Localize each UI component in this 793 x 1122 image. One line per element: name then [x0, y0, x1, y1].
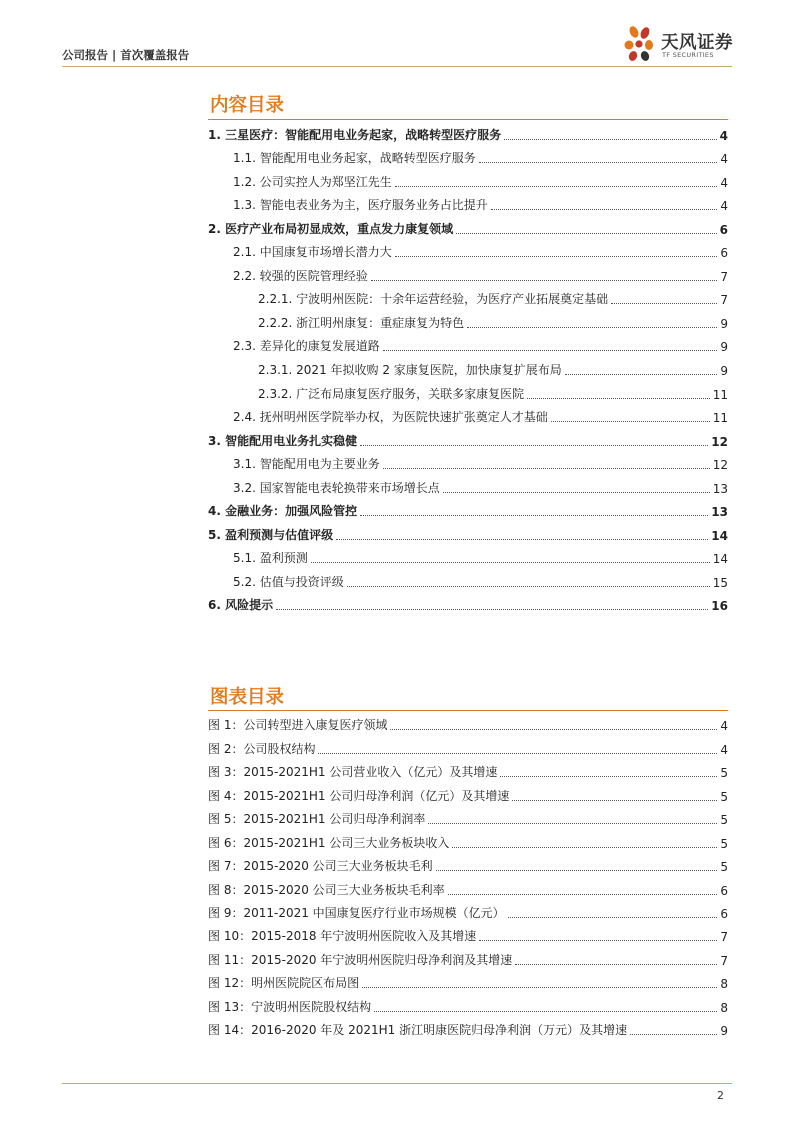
dot-leader	[362, 987, 717, 988]
toc-entry[interactable]	[208, 239, 728, 263]
toc-title: 内容目录	[210, 95, 285, 116]
toc-entry[interactable]	[208, 404, 728, 428]
dot-leader	[508, 917, 718, 918]
dot-leader	[479, 162, 718, 163]
dot-leader	[395, 186, 718, 187]
figure-entry-title: 图 13：宁波明州医院股权结构	[208, 999, 372, 1014]
toc-entry[interactable]	[208, 498, 728, 522]
toc-entry[interactable]	[208, 145, 728, 169]
figure-entry[interactable]	[208, 782, 728, 805]
figure-entry[interactable]	[208, 829, 728, 852]
logo-text-cn: 天风证券	[661, 33, 733, 53]
toc-entry-page: 13	[712, 481, 728, 496]
toc-entry-title: 1.2. 公司实控人为郑坚江先生	[233, 174, 392, 189]
toc-entry-title: 2.4. 抚州明州医学院举办权，为医院快速扩张奠定人才基础	[233, 410, 548, 425]
dot-leader	[512, 800, 717, 801]
dot-leader	[383, 468, 710, 469]
dot-leader	[395, 256, 718, 257]
figure-entry-page: 5	[720, 836, 728, 851]
toc-entry[interactable]	[208, 262, 728, 286]
figure-entry-page: 8	[720, 977, 728, 992]
dot-leader	[611, 303, 717, 304]
toc-entry-title: 2. 医疗产业布局初显成效，重点发力康复领域	[208, 221, 454, 236]
toc-entry[interactable]	[208, 451, 728, 475]
toc-entry-page: 12	[711, 434, 728, 449]
toc-entry-page: 15	[712, 575, 728, 590]
figure-entry-page: 7	[720, 930, 728, 945]
toc-entry[interactable]	[208, 474, 728, 498]
dot-leader	[371, 280, 718, 281]
dot-leader	[311, 562, 710, 563]
toc-entry[interactable]	[208, 380, 728, 404]
footer-divider	[62, 1083, 732, 1084]
toc-entry[interactable]	[208, 168, 728, 192]
dot-leader	[448, 894, 718, 895]
figure-entry[interactable]	[208, 993, 728, 1016]
dot-leader	[456, 233, 717, 234]
figure-entry-page: 7	[720, 953, 728, 968]
toc-entry-title: 5.2. 估值与投资评级	[233, 574, 344, 589]
toc-entry-title: 1. 三星医疗：智能配用电业务起家，战略转型医疗服务	[208, 127, 502, 142]
toc-entry-page: 14	[711, 528, 728, 543]
toc-entry-page: 14	[712, 552, 728, 567]
figures-title-underline	[208, 710, 728, 711]
dot-leader	[360, 515, 708, 516]
toc-entry[interactable]	[208, 286, 728, 310]
toc-entry-title: 2.3. 差异化的康复发展道路	[233, 339, 380, 354]
toc-entry-page: 4	[720, 152, 728, 167]
dot-leader	[336, 539, 708, 540]
figure-entry-page: 8	[720, 1000, 728, 1015]
toc-entry[interactable]	[208, 427, 728, 451]
toc-entry-title: 2.3.2. 广泛布局康复医疗服务，关联多家康复医院	[258, 386, 525, 401]
toc-entry-page: 7	[720, 269, 728, 284]
figure-entry-page: 6	[720, 883, 728, 898]
toc-entry-page: 11	[712, 387, 728, 402]
dot-leader	[443, 492, 710, 493]
figure-entry-title: 图 9：2011-2021 中国康复医疗行业市场规模（亿元）	[208, 905, 505, 920]
toc-entry-page: 9	[720, 316, 728, 331]
toc-entry-page: 11	[712, 411, 728, 426]
figure-entry-title: 图 5：2015-2021H1 公司归母净利润率	[208, 812, 426, 827]
dot-leader	[551, 421, 710, 422]
flower-logo-icon	[624, 24, 654, 62]
toc-entry-page: 4	[720, 175, 728, 190]
figure-entry[interactable]	[208, 1017, 728, 1040]
toc-title-underline	[208, 119, 728, 120]
figure-entry[interactable]	[208, 923, 728, 946]
toc-entry-page: 7	[720, 293, 728, 308]
dot-leader	[630, 1034, 717, 1035]
figure-entry-title: 图 12：明州医院院区布局图	[208, 976, 360, 991]
toc-entry-title: 3. 智能配用电业务扎实稳健	[208, 433, 358, 448]
figure-entry[interactable]	[208, 853, 728, 876]
toc-entry-title: 5. 盈利预测与估值评级	[208, 527, 334, 542]
figure-entry-title: 图 8：2015-2020 公司三大业务板块毛利率	[208, 882, 445, 897]
toc-entry[interactable]	[208, 356, 728, 380]
toc-entry-title: 2.1. 中国康复市场增长潜力大	[233, 245, 392, 260]
dot-leader	[276, 609, 708, 610]
toc-entry-title: 6. 风险提示	[208, 598, 274, 613]
dot-leader	[318, 753, 717, 754]
toc-entry-title: 2.2.2. 浙江明州康复：重症康复为特色	[258, 315, 465, 330]
toc-entry-title: 1.1. 智能配用电业务起家，战略转型医疗服务	[233, 151, 476, 166]
figure-entry[interactable]	[208, 806, 728, 829]
figure-entry-title: 图 1：公司转型进入康复医疗领域	[208, 718, 388, 733]
toc-entry-page: 13	[711, 505, 728, 520]
toc-entry-title: 2.2. 较强的医院管理经验	[233, 268, 368, 283]
toc-entry[interactable]	[208, 215, 728, 239]
figure-entry-page: 4	[720, 742, 728, 757]
toc-entry-page: 4	[719, 128, 728, 143]
figure-entry-page: 5	[720, 789, 728, 804]
toc-entry-page: 9	[720, 340, 728, 355]
figure-entry-title: 图 10：2015-2018 年宁波明州医院收入及其增速	[208, 929, 477, 944]
dot-leader	[390, 729, 717, 730]
dot-leader	[428, 823, 717, 824]
toc-entry-page: 9	[720, 364, 728, 379]
dot-leader	[565, 374, 718, 375]
figure-entry-title: 图 2：公司股权结构	[208, 741, 316, 756]
toc-entry-title: 1.3. 智能电表业务为主，医疗服务业务占比提升	[233, 198, 488, 213]
page-number: 2	[717, 1089, 724, 1102]
figure-entry[interactable]	[208, 712, 728, 735]
figure-entry-title: 图 6：2015-2021H1 公司三大业务板块收入	[208, 835, 450, 850]
toc-entry-page: 4	[720, 199, 728, 214]
toc-entry[interactable]	[208, 192, 728, 216]
figure-entry[interactable]	[208, 900, 728, 923]
toc-entry-page: 16	[711, 599, 728, 614]
toc-entry-title: 2.2.1. 宁波明州医院：十余年运营经验，为医疗产业拓展奠定基础	[258, 292, 609, 307]
toc-entry[interactable]	[208, 545, 728, 569]
page-header	[62, 0, 732, 68]
dot-leader	[436, 870, 718, 871]
toc-entry[interactable]	[208, 121, 728, 145]
company-logo	[624, 24, 734, 64]
toc-entry-title: 3.1. 智能配用电为主要业务	[233, 457, 380, 472]
toc-entry[interactable]	[208, 568, 728, 592]
figure-entry-page: 6	[720, 906, 728, 921]
toc-entry-title: 3.2. 国家智能电表轮换带来市场增长点	[233, 480, 440, 495]
toc-entry[interactable]	[208, 592, 728, 616]
toc-entry-title: 4. 金融业务：加强风险管控	[208, 504, 358, 519]
figures-list	[208, 712, 728, 1040]
dot-leader	[515, 964, 717, 965]
dot-leader	[479, 940, 717, 941]
figure-entry-title: 图 11：2015-2020 年宁波明州医院归母净利润及其增速	[208, 952, 513, 967]
dot-leader	[383, 350, 718, 351]
figure-entry-title: 图 4：2015-2021H1 公司归母净利润（亿元）及其增速	[208, 788, 510, 803]
dot-leader	[452, 847, 717, 848]
figure-entry[interactable]	[208, 970, 728, 993]
figure-entry-page: 5	[720, 766, 728, 781]
figure-entry-title: 图 14：2016-2020 年及 2021H1 浙江明康医院归母净利润（万元）及其增速	[208, 1023, 628, 1038]
dot-leader	[527, 398, 710, 399]
dot-leader	[504, 139, 717, 140]
toc-entry[interactable]	[208, 333, 728, 357]
dot-leader	[491, 209, 718, 210]
toc-entry-title: 5.1. 盈利预测	[233, 551, 308, 566]
figure-entry-page: 5	[720, 860, 728, 875]
figure-entry[interactable]	[208, 876, 728, 899]
figure-entry-page: 4	[720, 719, 728, 734]
figures-title: 图表目录	[210, 687, 285, 708]
figure-entry-page: 9	[720, 1024, 728, 1039]
figure-entry-title: 图 3：2015-2021H1 公司营业收入（亿元）及其增速	[208, 765, 498, 780]
dot-leader	[500, 776, 717, 777]
toc-entry-page: 6	[720, 246, 728, 261]
figure-entry-page: 5	[720, 813, 728, 828]
toc-entry-title: 2.3.1. 2021 年拟收购 2 家康复医院，加快康复扩展布局	[258, 363, 562, 378]
header-divider	[62, 66, 732, 67]
toc-list	[208, 121, 728, 615]
figure-entry[interactable]	[208, 759, 728, 782]
dot-leader	[360, 445, 708, 446]
dot-leader	[347, 586, 710, 587]
figure-entry[interactable]	[208, 735, 728, 758]
toc-entry-page: 6	[719, 222, 728, 237]
logo-text-en: TF SECURITIES	[662, 51, 714, 59]
toc-entry[interactable]	[208, 521, 728, 545]
figure-entry[interactable]	[208, 946, 728, 969]
dot-leader	[374, 1011, 717, 1012]
dot-leader	[467, 327, 717, 328]
toc-entry[interactable]	[208, 309, 728, 333]
toc-entry-page: 12	[712, 458, 728, 473]
report-type-label: 公司报告 | 首次覆盖报告	[62, 48, 190, 62]
figure-entry-title: 图 7：2015-2020 公司三大业务板块毛利	[208, 859, 433, 874]
